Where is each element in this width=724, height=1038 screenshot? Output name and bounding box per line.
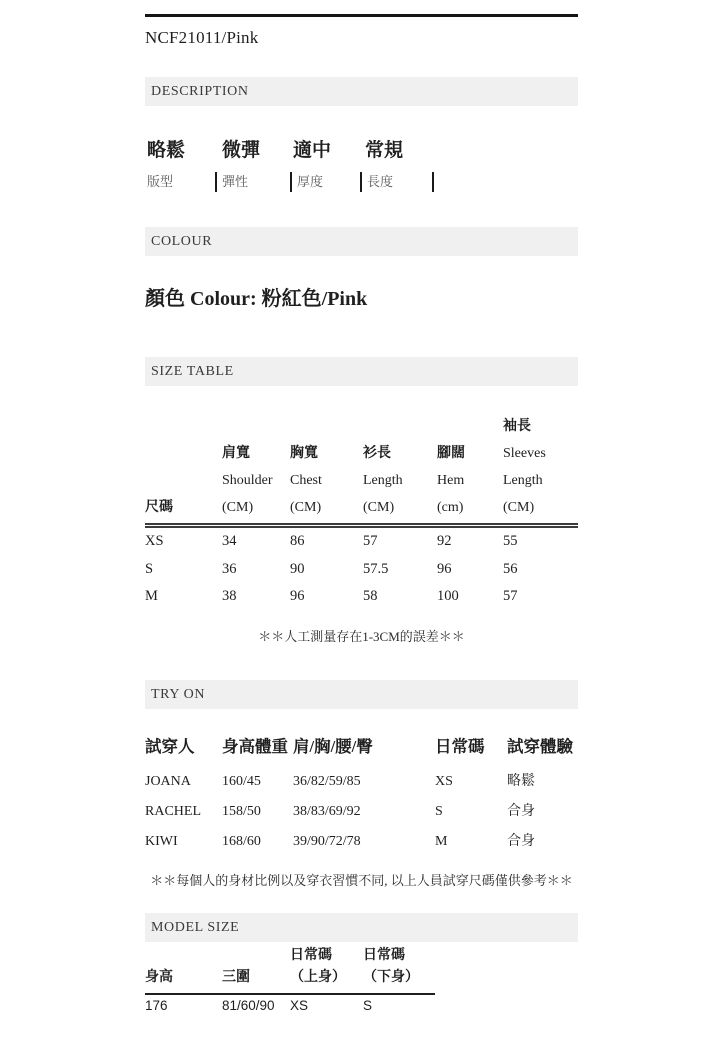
colour-value-text: 顏色 Colour: 粉紅色/Pink: [145, 288, 368, 310]
top-rule: [145, 14, 578, 17]
size-row-s: S 36 90 57.5 96 56: [145, 560, 518, 577]
attr-label-thickness: 厚度: [290, 172, 360, 192]
attr-value-length: 常規: [365, 140, 404, 161]
attr-value-fit: 略鬆: [147, 140, 186, 161]
size-col-length: 衫長 Length (CM): [363, 446, 403, 515]
attributes-values-row: [145, 140, 578, 161]
model-size-value-row: 176 81/60/90 XS S: [145, 997, 373, 1013]
attr-label-length: 長度: [360, 172, 432, 192]
try-on-note: ＊＊每個人的身材比例以及穿衣習慣不同, 以上人員試穿尺碼僅供參考＊＊: [150, 872, 573, 888]
product-title: NCF21011/Pink: [145, 28, 259, 47]
tryon-row-kiwi: KIWI 168/60 39/90/72/78 M 合身: [145, 833, 535, 849]
product-spec-content: [145, 14, 578, 1014]
tryon-col-usual-size: 日常碼: [435, 736, 485, 756]
size-table-header-row: [145, 413, 578, 521]
size-col-hem: 腳闊 Hem (cm): [437, 446, 465, 515]
tryon-row-rachel: RACHEL 158/50 38/83/69/92 S 合身: [145, 803, 535, 819]
section-header-try-on: TRY ON: [145, 680, 578, 709]
model-col-measurements: 三圍: [222, 969, 250, 985]
try-on-table: [145, 736, 578, 857]
model-size-table: [145, 945, 578, 1014]
tryon-col-height-weight: 身高體重: [222, 736, 288, 756]
attr-label-elasticity: 彈性: [215, 172, 290, 192]
section-header-size-table: SIZE TABLE: [145, 357, 578, 386]
attr-value-elasticity: 微彈: [222, 140, 261, 161]
size-col-size: 尺碼: [145, 500, 173, 515]
size-table-note: ＊＊人工測量存在1-3CM的誤差＊＊: [258, 628, 465, 644]
model-col-height: 身高: [145, 969, 173, 985]
size-row-m: M 38 96 58 100 57: [145, 588, 518, 604]
attr-label-end-divider: [432, 172, 434, 192]
tryon-col-experience: 試穿體驗: [507, 736, 573, 756]
attr-value-thickness: 適中: [293, 140, 332, 161]
try-on-header-row: [145, 736, 578, 767]
attr-label-fit: 版型: [147, 174, 174, 189]
model-size-header-row: [145, 945, 578, 989]
section-header-colour: COLOUR: [145, 227, 578, 256]
section-header-description: DESCRIPTION: [145, 77, 578, 106]
model-col-usual-size-top: 日常碼 （上身）: [290, 947, 346, 985]
model-col-usual-size-bottom: 日常碼 （下身）: [363, 947, 419, 985]
size-table: [145, 413, 578, 611]
size-col-shoulder: 肩寬 Shoulder (CM): [222, 446, 273, 515]
attributes-labels-row: [145, 172, 578, 192]
tryon-row-joana: JOANA 160/45 36/82/59/85 XS 略鬆: [145, 773, 535, 789]
section-header-model-size: MODEL SIZE: [145, 913, 578, 942]
tryon-col-measurements: 肩/胸/腰/臀: [293, 736, 373, 756]
size-col-sleeves: 袖長 Sleeves Length (CM): [503, 419, 546, 515]
size-table-divider-row: [145, 521, 578, 528]
tryon-col-person: 試穿人: [145, 736, 195, 756]
size-row-xs: XS 34 86 57 92 55: [145, 533, 518, 549]
size-col-chest: 胸寬 Chest (CM): [290, 446, 322, 515]
